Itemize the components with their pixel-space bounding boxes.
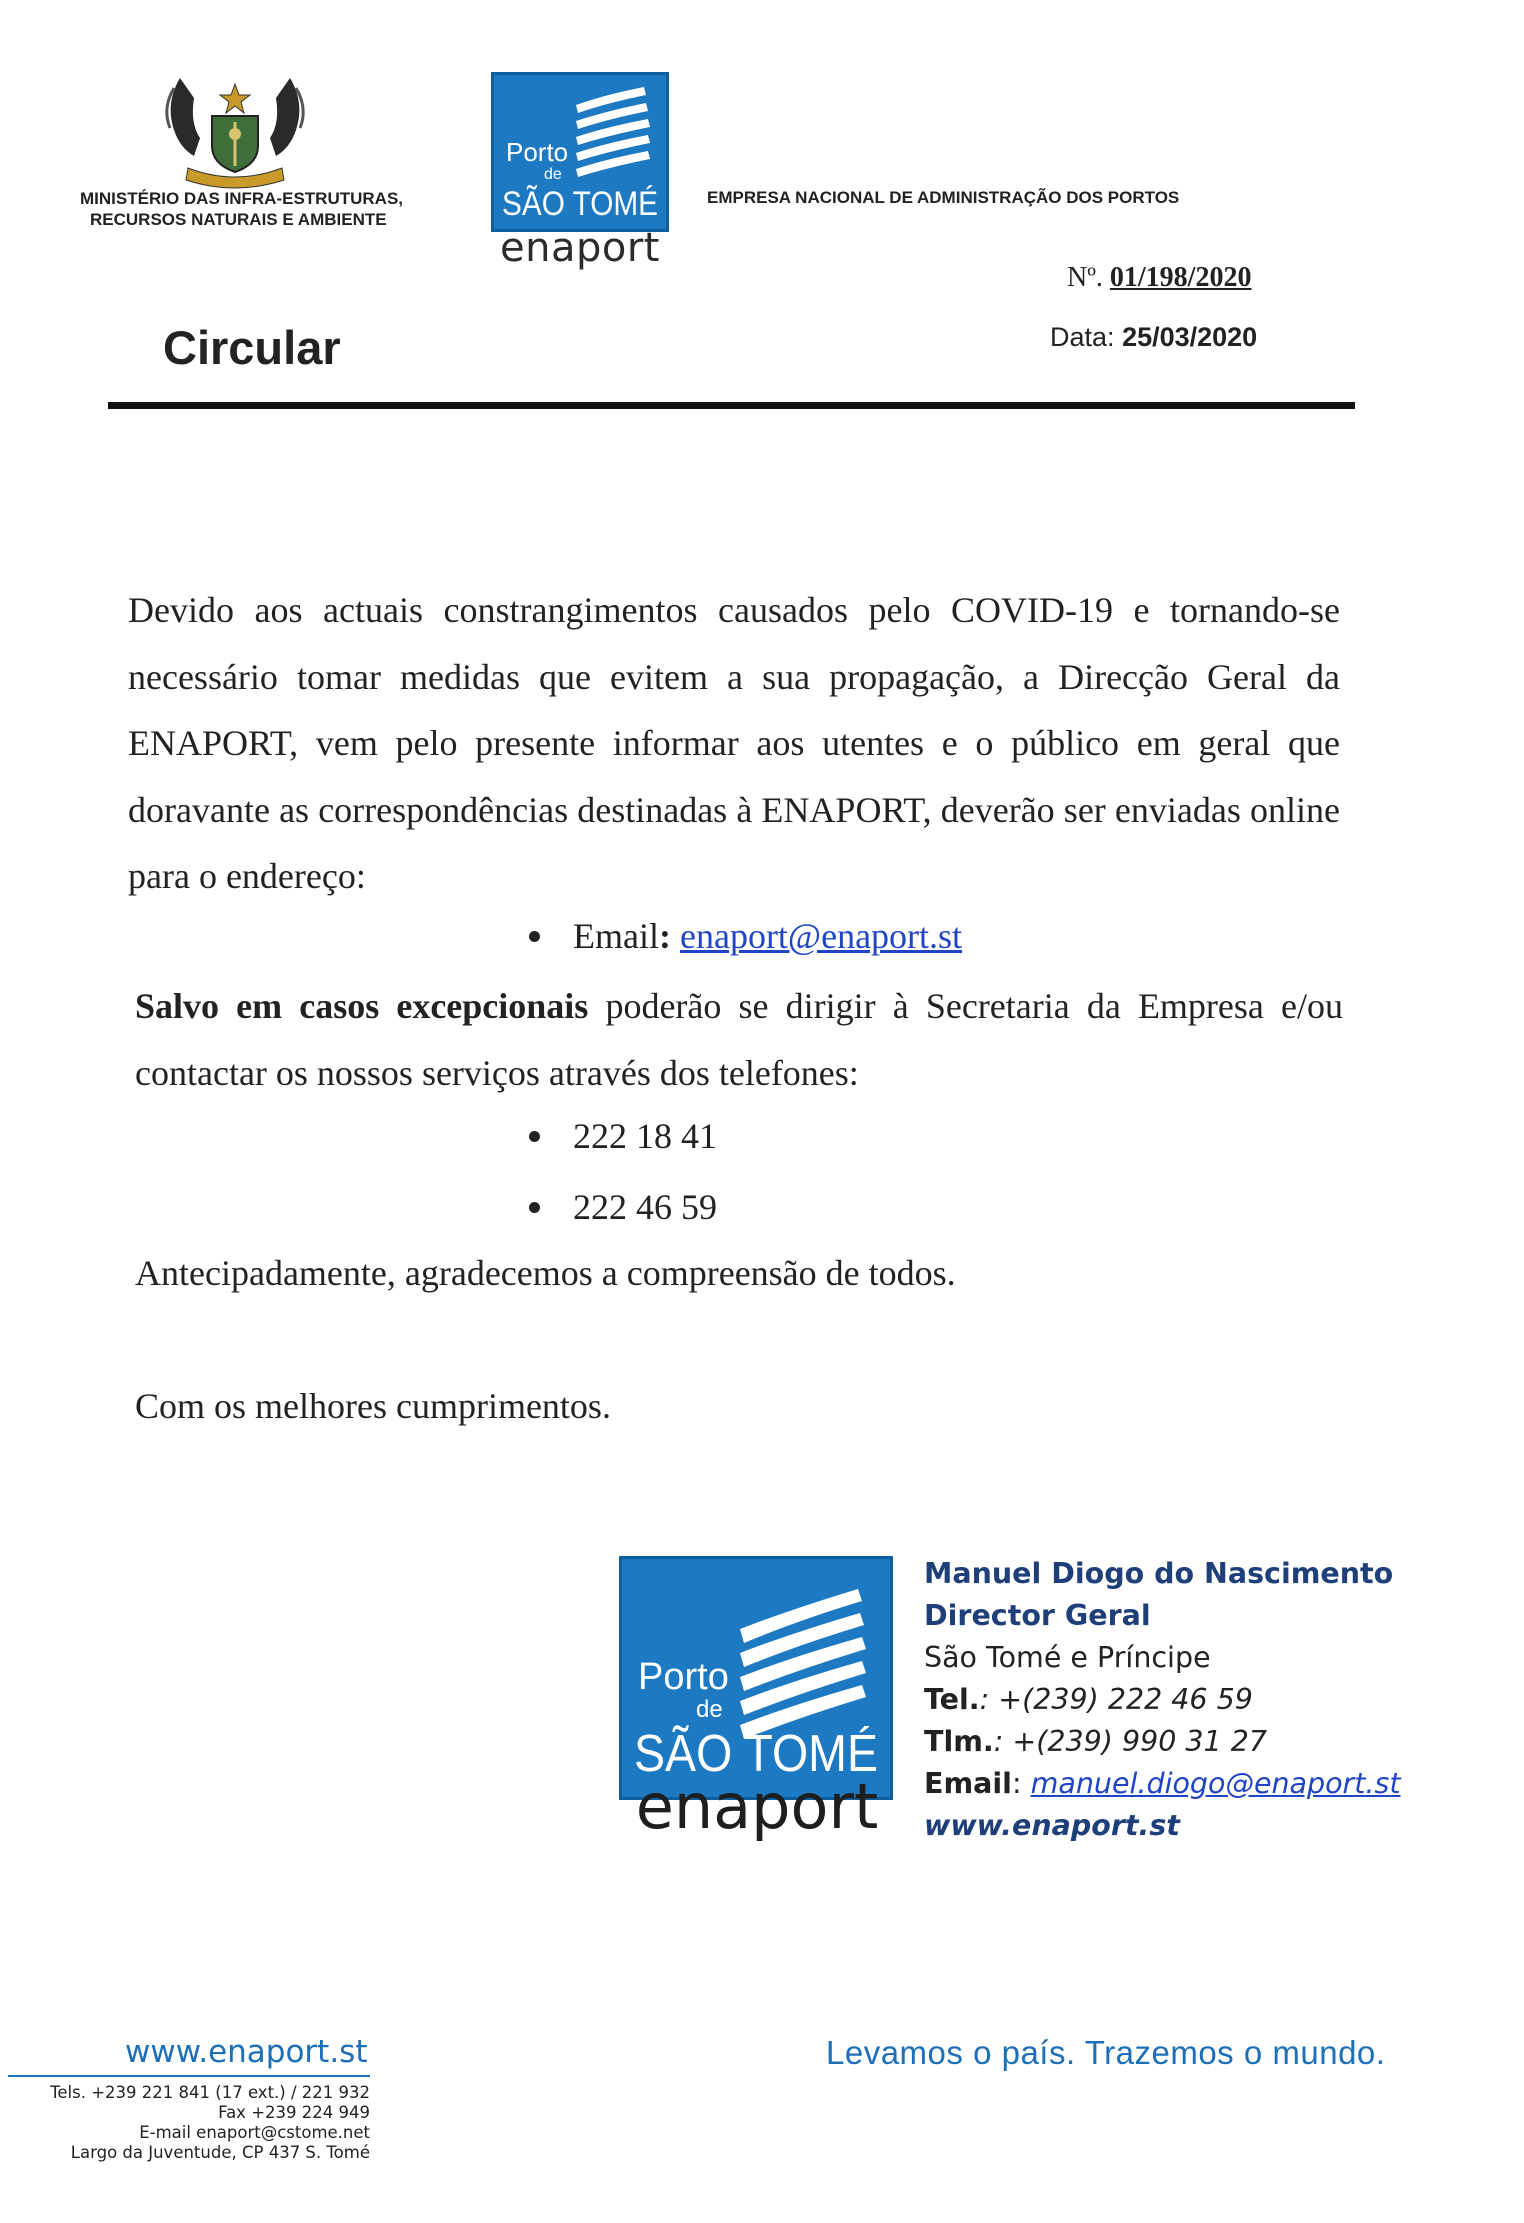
logo-de-text: de [544,166,562,183]
signatory-mobile [924,1721,1401,1763]
mobile-label: Tlm. [924,1725,994,1758]
footer-contact-info [8,2083,370,2163]
signature-email-colon: : [1011,1767,1031,1800]
signature-logo-porto-text: Porto [638,1656,729,1698]
paragraph-2-bold: Salvo em casos excepcionais [135,986,589,1026]
document-number-label: Nº. [1067,262,1103,293]
footer-website[interactable]: www.enaport.st [125,2034,368,2070]
signature-email-label: Email [924,1767,1012,1800]
signature-porto-sao-tome-logo [619,1556,893,1800]
document-title: Circular [163,321,341,374]
bullet-dot [529,931,540,942]
signatory-website[interactable]: www.enaport.st [924,1809,1180,1842]
tel-label: Tel. [924,1683,980,1716]
footer-tels: Tels. +239 221 841 (17 ext.) / 221 932 [50,2083,370,2102]
signature-email-link[interactable]: manuel.diogo@enaport.st [1030,1767,1401,1800]
tel-value: : +(239) 222 46 59 [979,1683,1253,1716]
phone-bullet-item [573,1186,717,1228]
mobile-value: : +(239) 990 31 27 [993,1725,1268,1758]
phone-number: 222 46 59 [573,1187,717,1227]
closing-sentence: Antecipadamente, agradecemos a compreensão de todos. [135,1253,956,1293]
signature-enaport-wordmark: enaport [635,1770,879,1843]
body-paragraph-2 [135,973,1343,1106]
logo-porto-text: Porto [506,137,569,167]
bullet-dot [529,1202,540,1213]
header-divider [108,402,1355,409]
signature-logo-de-text: de [696,1696,723,1723]
email-link[interactable]: enaport@enaport.st [679,916,963,956]
footer-divider [8,2075,370,2077]
logo-enaport-wordmark: enaport [500,225,660,271]
footer-email: E-mail enaport@cstome.net [139,2123,370,2142]
porto-sao-tome-logo [491,72,669,232]
email-bullet-item [573,915,962,957]
document-date-value: 25/03/2020 [1122,322,1258,352]
ministry-line-1: MINISTÉRIO DAS INFRA-ESTRUTURAS, [80,189,403,208]
ministry-line-2: RECURSOS NATURAIS E AMBIENTE [90,210,387,229]
signatory-tel [924,1679,1401,1721]
signatory-location: São Tomé e Príncipe [924,1641,1211,1674]
footer-address: Largo da Juventude, CP 437 S. Tomé [70,2143,370,2162]
footer-slogan: Levamos o país. Trazemos o mundo. [826,2034,1386,2071]
paragraph-2-text: poderão se dirigir à Secretaria da Empresa e/ou contactar os nossos serviços através dos telefones: [135,986,1343,1093]
logo-sao-tome-text: SÃO TOMÉ [502,185,658,223]
signatory-email [924,1763,1401,1805]
signature-logo-sao-tome-text: SÃO TOMÉ [634,1725,878,1783]
email-label: Email [573,916,659,956]
document-date [1050,322,1257,353]
signature-block [924,1553,1401,1847]
company-name: EMPRESA NACIONAL DE ADMINISTRAÇÃO DOS PORTOS [707,188,1180,207]
ministry-name [80,188,460,230]
signatory-role: Director Geral [924,1599,1151,1632]
document-date-label: Data: [1050,322,1115,352]
footer-fax: Fax +239 224 949 [218,2103,370,2122]
document-number [1067,262,1251,294]
bullet-dot [529,1131,540,1142]
body-paragraph-1: Devido aos actuais constrangimentos causados pelo COVID-19 e tornando-se necessário tomar medidas que evitem a sua propagação, a Direcção Geral da ENAPORT, vem pelo presente informar aos utentes e o público em geral que doravante as correspondências destinadas à ENAPORT, deverão ser enviadas online para o endereço: [128,590,1340,896]
coat-of-arms-emblem [160,68,310,190]
phone-number: 222 18 41 [573,1116,717,1156]
document-number-value: 01/198/2020 [1109,262,1252,293]
email-colon: : [658,916,671,956]
phone-bullet-item [573,1115,717,1157]
signatory-name: Manuel Diogo do Nascimento [924,1557,1394,1590]
regards-sentence: Com os melhores cumprimentos. [135,1386,611,1426]
